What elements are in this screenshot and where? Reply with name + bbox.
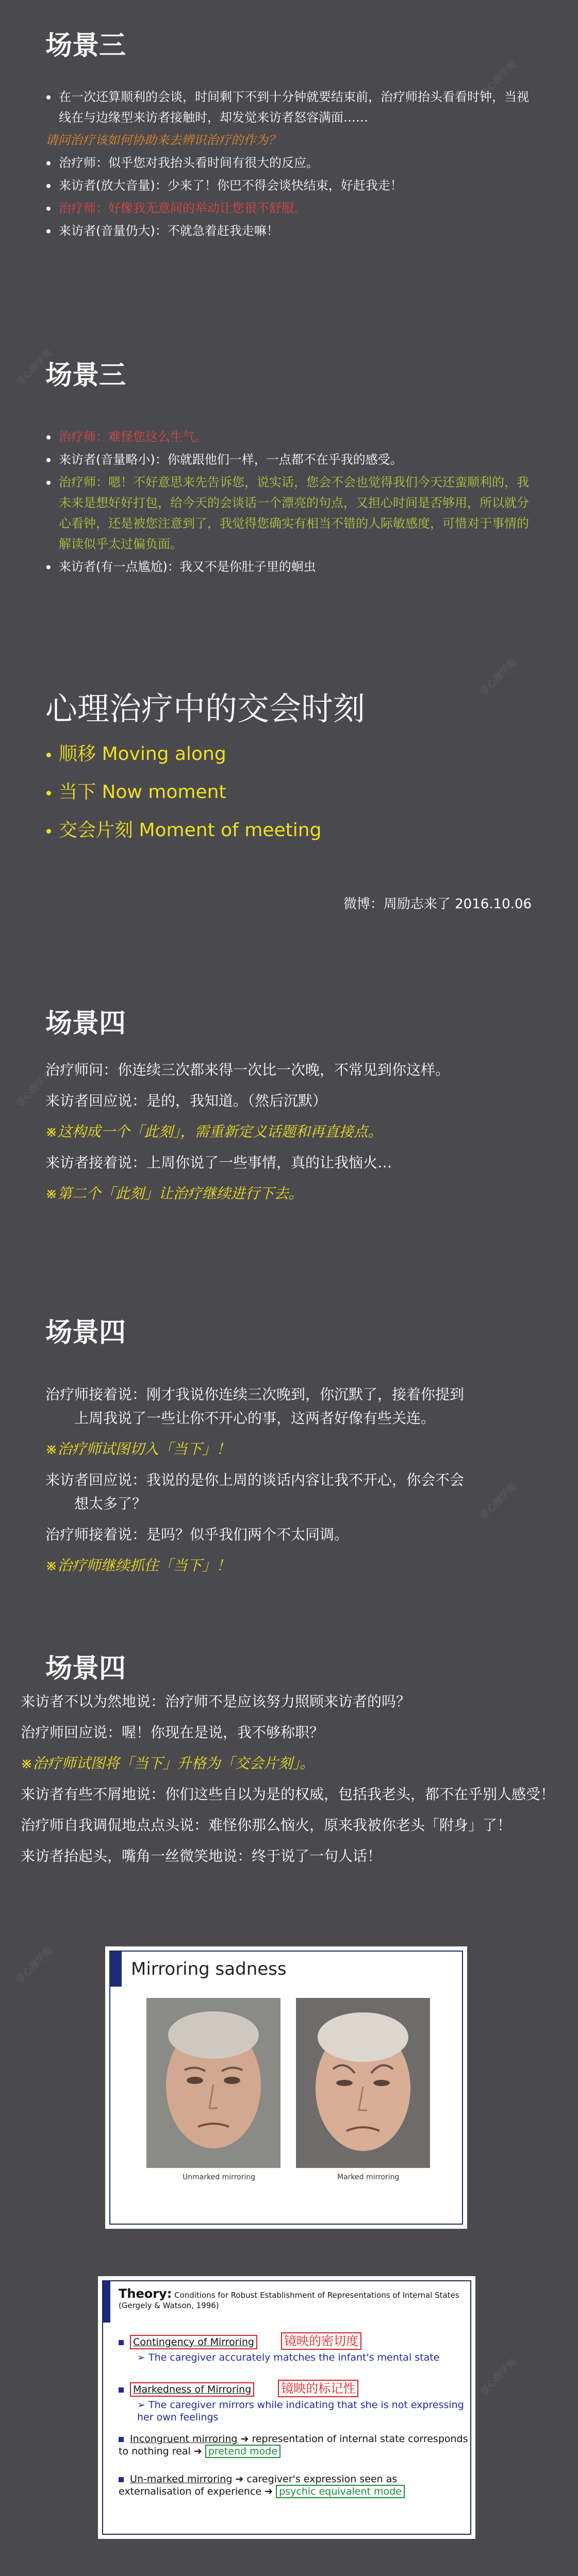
scene4b-section bbox=[0, 1267, 578, 1607]
dialogue-line: 来访者有些不屑地说：你们这些自以为是的权威，包括我老头，都不在乎别人感受！ bbox=[21, 1786, 555, 1803]
scene4b-title: 场景四 bbox=[45, 1317, 126, 1348]
markedness-row bbox=[119, 2382, 469, 2396]
markedness-label: Markedness of Mirroring bbox=[130, 2382, 254, 2397]
dialogue-line: 上周我说了一些让你不开心的事，这两者好像有些关连。 bbox=[74, 1410, 436, 1427]
scene3b-list bbox=[45, 427, 540, 579]
face-photo-marked bbox=[296, 1998, 430, 2168]
list-item: 顺移 Moving along bbox=[45, 740, 321, 769]
markedness-zh: 镜映的标记性 bbox=[278, 2380, 358, 2397]
list-item: 来访者(放大音量)：少来了！你巴不得会谈快结束，好赶我走！ bbox=[45, 175, 540, 196]
slide-mirroring-sadness bbox=[105, 1946, 467, 2229]
watermark: 壹心理学苑 bbox=[13, 347, 55, 388]
dialogue-line: ※治疗师继续抓住「当下」！ bbox=[45, 1557, 231, 1574]
list-item: 交会片刻 Moment of meeting bbox=[45, 816, 321, 845]
scene3a-title: 场景三 bbox=[45, 30, 126, 61]
dialogue-line: 来访者回应说：是的，我知道。（然后沉默） bbox=[45, 1092, 327, 1109]
watermark: 壹心理学苑 bbox=[477, 656, 519, 698]
dialogue-line: 治疗师接着说：是吗？似乎我们两个不太同调。 bbox=[45, 1526, 349, 1543]
unmarked-text: caregiver's expression seen as externalisation of experience bbox=[119, 2473, 398, 2497]
dialogue-line: 治疗师自我调侃地点点头说：难怪你那么恼火，原来我被你老头「附身」了！ bbox=[21, 1817, 512, 1834]
scene4b-lines bbox=[45, 1383, 551, 1585]
watermark: 壹心理学苑 bbox=[13, 1069, 55, 1110]
contingency-label: Contingency of Mirroring bbox=[130, 2335, 257, 2349]
watermark: 壹心理学苑 bbox=[13, 1944, 55, 1986]
list-item: 当下 Now moment bbox=[45, 778, 321, 807]
theory-label: Theory: bbox=[119, 2286, 172, 2301]
contingency-sub: ➢ The caregiver accurately matches the infant's mental state bbox=[137, 2352, 440, 2363]
scene4c-title: 场景四 bbox=[45, 1653, 126, 1684]
credit-text: 微博：周励志来了 2016.10.06 bbox=[343, 896, 532, 912]
list-item: 在一次还算顺利的会谈，时间剩下不到十分钟就要结束前，治疗师抬头看看时钟，当视线在与边缘型来访者接触时，却发觉来访者怒容满面…… bbox=[45, 87, 540, 128]
list-item: 来访者(有一点尴尬)：我又不是你肚子里的蛔虫 bbox=[45, 556, 540, 577]
markedness-sub: ➢ The caregiver mirrors while indicating that she is not expressing her own feelings bbox=[137, 2399, 464, 2423]
incongruent-row: Incongruent mirroring ➔ representation of internal state corresponds to nothing real ➔ pretend mode bbox=[119, 2433, 468, 2457]
list-item: 治疗师：嗯！不好意思来先告诉您，说实话，您会不会也觉得我们今天还蛮顺利的，我未来是想好好打包，给今天的会谈话一个漂亮的句点，又担心时间是否够用，所以就分心看钟，还是被您注意到了，我觉得您确实有相当不错的人际敏感度，可惜对于事情的解读似乎太过偏负面。 bbox=[45, 472, 540, 554]
scene3b-section bbox=[0, 325, 578, 644]
watermark: 壹心理学苑 bbox=[477, 59, 519, 100]
dialogue-line: ※治疗师试图切入「当下」！ bbox=[45, 1440, 231, 1458]
contingency-zh: 镜映的密切度 bbox=[281, 2332, 361, 2350]
incongruent-text: representation of internal state corresponds to nothing real bbox=[119, 2433, 468, 2457]
slide-theory bbox=[98, 2276, 475, 2539]
unmarked-row: Un-marked mirroring ➔ caregiver's expression seen as externalisation of experience ➔ psychic equivalent mode bbox=[119, 2473, 469, 2498]
incongruent-label: Incongruent mirroring bbox=[130, 2433, 238, 2445]
list-item: 请问治疗该如何协助来去辨识治疗的作为？ bbox=[45, 133, 280, 147]
dialogue-line: 治疗师接着说：刚才我说你连续三次晚到，你沉默了，接着你提到 bbox=[45, 1386, 465, 1403]
list-item: 治疗师：好像我无意间的举动让您很不舒服。 bbox=[45, 198, 540, 218]
slide-bar bbox=[110, 1952, 122, 1987]
scene4c-section bbox=[0, 1613, 578, 1963]
dialogue-line: 来访者不以为然地说：治疗师不是应该努力照顾来访者的吗？ bbox=[21, 1693, 411, 1710]
slide-title: Mirroring sadness bbox=[131, 1959, 287, 1979]
dialogue-line: 治疗师问：你连续三次都来得一次比一次晚，不常见到你这样。 bbox=[45, 1061, 450, 1078]
scene3b-title: 场景三 bbox=[45, 360, 126, 391]
pretend-mode: pretend mode bbox=[205, 2445, 280, 2458]
dialogue-line: 治疗师回应说：喔！你现在是说，我不够称职？ bbox=[21, 1724, 324, 1741]
caption-unmarked: Unmarked mirroring bbox=[183, 2173, 256, 2181]
list-item: 治疗师：似乎您对我抬头看时间有很大的反应。 bbox=[45, 152, 540, 173]
theory-heading bbox=[119, 2286, 469, 2311]
dialogue-line: 想太多了？ bbox=[74, 1495, 147, 1512]
scene4c-lines bbox=[21, 1690, 557, 1875]
unmarked-label: Un-marked mirroring bbox=[130, 2473, 233, 2485]
contingency-sub-text: The caregiver accurately matches the infant's mental state bbox=[148, 2352, 440, 2363]
scene4a-title: 场景四 bbox=[45, 1008, 126, 1039]
dialogue-line: ※第二个「此刻」让治疗继续进行下去。 bbox=[45, 1185, 303, 1202]
face-photo-unmarked bbox=[146, 1998, 280, 2168]
list-item: 来访者(音量略小)：你就跟他们一样，一点都不在乎我的感受。 bbox=[45, 449, 540, 470]
markedness-sub-text: The caregiver mirrors while indicating that she is not expressing her own feelings bbox=[137, 2399, 464, 2423]
dialogue-line: ※这构成一个「此刻」，需重新定义话题和再直接点。 bbox=[45, 1123, 383, 1140]
scene4a-lines bbox=[45, 1058, 551, 1213]
contingency-row bbox=[119, 2335, 469, 2348]
psychic-mode: psychic equivalent mode bbox=[276, 2485, 405, 2498]
dialogue-line: 来访者回应说：我说的是你上周的谈话内容让我不开心，你会不会 bbox=[45, 1471, 465, 1488]
moments-list bbox=[45, 740, 321, 854]
slide-bar bbox=[103, 2281, 110, 2323]
dialogue-line: 来访者抬起头，嘴角一丝微笑地说：终于说了一句人话！ bbox=[21, 1848, 382, 1865]
list-item: 治疗师：难怪您这么生气。 bbox=[45, 427, 540, 447]
dialogue-line: 来访者接着说：上周你说了一些事情，真的让我恼火… bbox=[45, 1154, 392, 1171]
moments-title: 心理治疗中的交会时刻 bbox=[45, 690, 366, 727]
scene3a-section bbox=[0, 0, 578, 314]
moments-section bbox=[0, 654, 578, 953]
theory-text: Conditions for Robust Establishment of Representations of Internal States (Gergely & Watson, 1996) bbox=[119, 2291, 459, 2310]
dialogue-line: ※治疗师试图将「当下」升格为「交会片刻」。 bbox=[21, 1755, 315, 1772]
list-item: 来访者(音量仍大)：不就急着赶我走嘛！ bbox=[45, 221, 540, 241]
watermark: 壹心理学苑 bbox=[477, 1481, 519, 1522]
caption-marked: Marked mirroring bbox=[337, 2173, 400, 2181]
scene3a-list bbox=[45, 87, 540, 243]
scene4a-section bbox=[0, 963, 578, 1252]
watermark: 壹心理学苑 bbox=[477, 2357, 519, 2398]
